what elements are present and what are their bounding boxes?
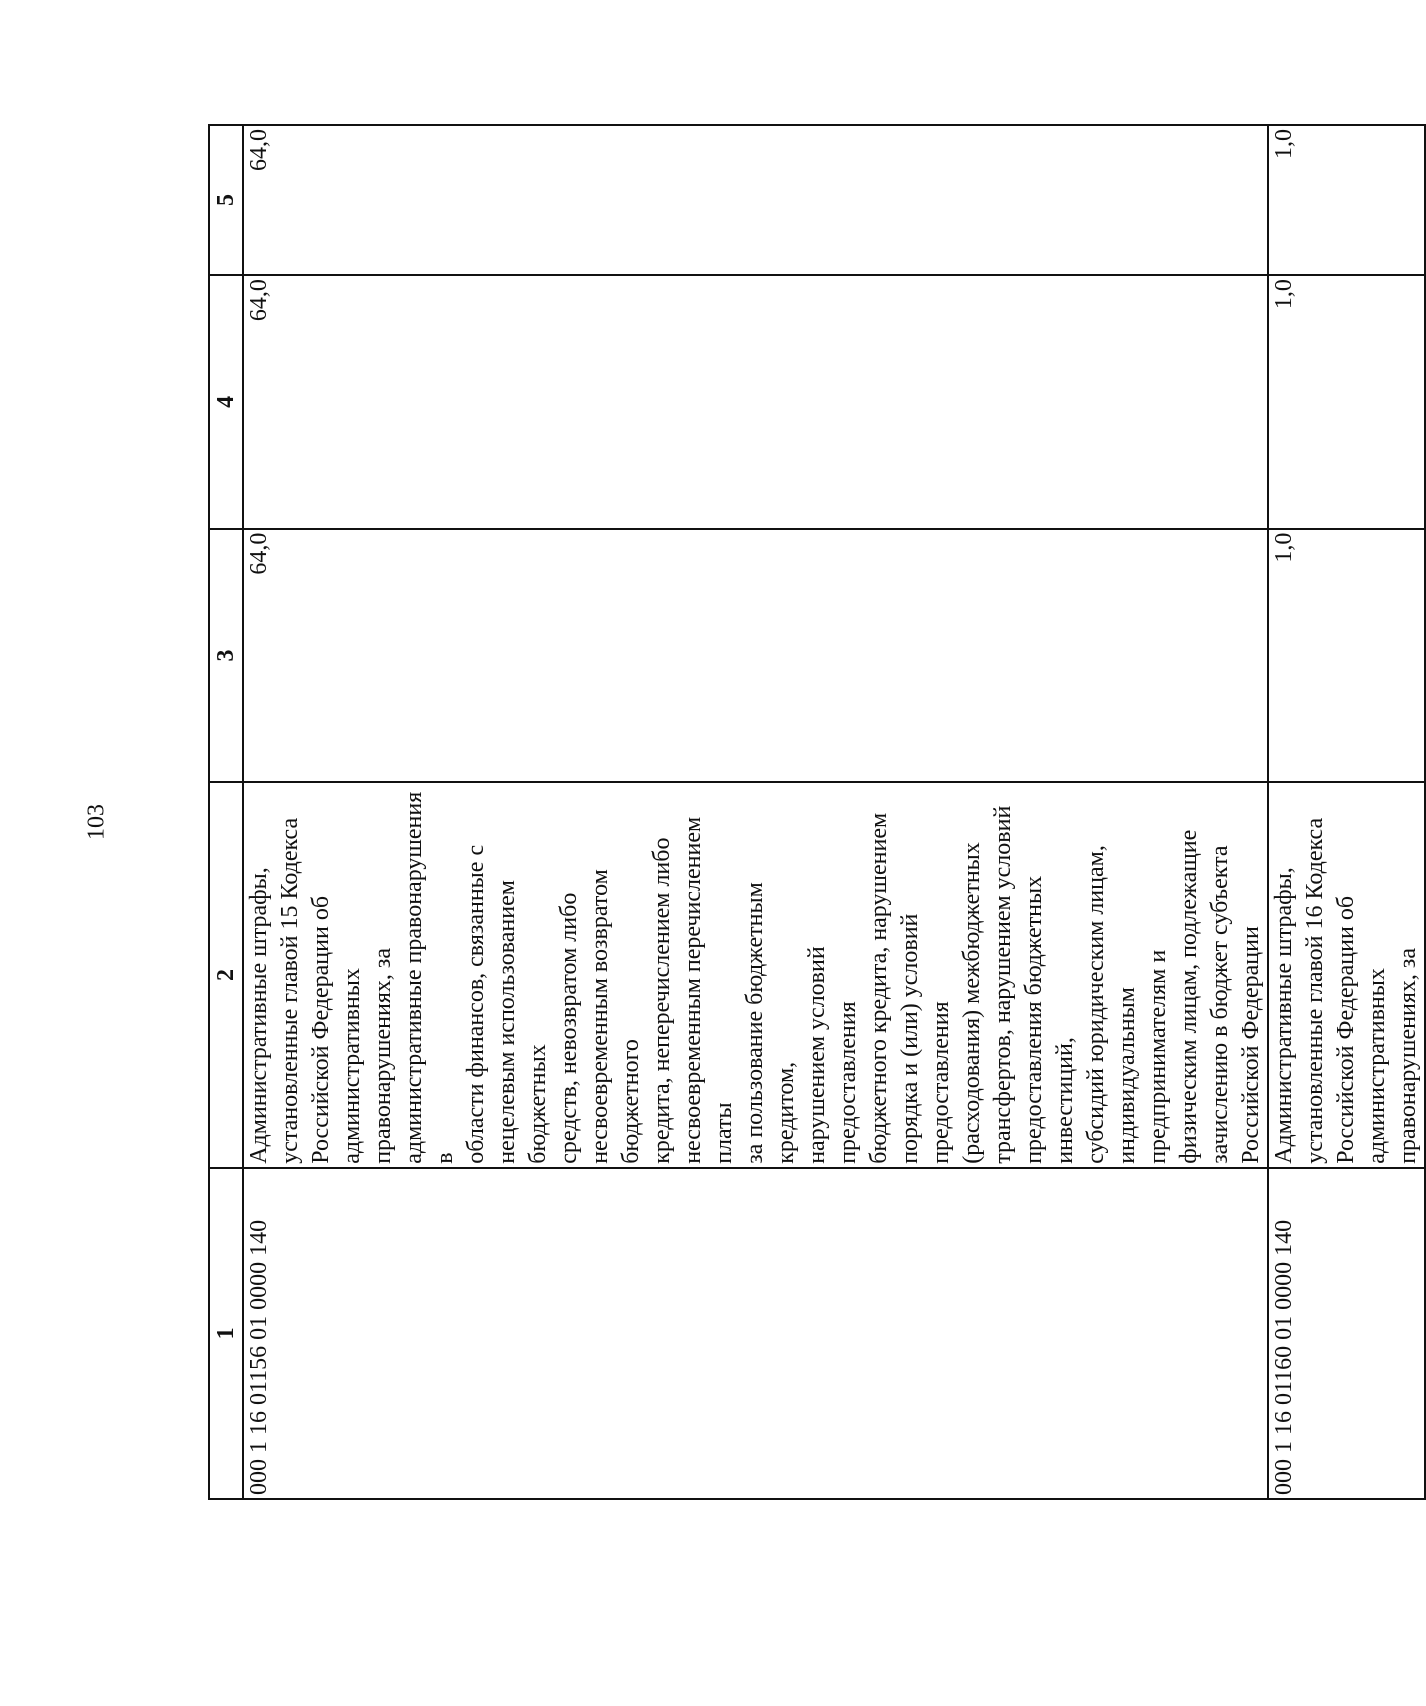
- value-cell-col3: 64,0: [243, 529, 1268, 783]
- income-name-line: Административные штрафы,: [1271, 867, 1297, 1164]
- income-name-line: Российской Федерации: [1238, 926, 1264, 1164]
- income-name-line: несвоевременным перечислением платы: [680, 816, 737, 1164]
- income-name-cell: [1268, 782, 1425, 1168]
- income-name-line: административных правонарушениях, за: [1364, 947, 1421, 1164]
- column-header-1: 1: [209, 1168, 243, 1499]
- value-cell-col5: 64,0: [243, 125, 1268, 275]
- income-name-line: несвоевременным возвратом бюджетного: [587, 869, 644, 1164]
- income-name-line: административных правонарушениях, за: [339, 947, 396, 1164]
- income-name-line: (расходования) межбюджетных: [959, 842, 985, 1164]
- budget-code-cell: 000 1 16 01156 01 0000 140: [243, 1168, 1268, 1499]
- income-name-line: за пользование бюджетным кредитом,: [742, 882, 799, 1164]
- table-header-row: [209, 125, 243, 1499]
- budget-code-cell: 000 1 16 01160 01 0000 140: [1268, 1168, 1425, 1499]
- income-name-line: кредита, неперечислением либо: [649, 837, 675, 1164]
- income-name-line: нарушением условий предоставления: [804, 946, 861, 1164]
- income-name-line: порядка и (или) условий предоставления: [897, 913, 954, 1164]
- income-name-line: средств, невозвратом либо: [556, 892, 582, 1164]
- income-name-line: субсидий юридическим лицам,: [1083, 845, 1109, 1164]
- income-name-line: установленные главой 15 Кодекса: [277, 817, 303, 1164]
- column-header-4: 4: [209, 275, 243, 529]
- page-number-text: 103: [83, 804, 110, 840]
- income-name-line: предоставления бюджетных инвестиций,: [1021, 875, 1078, 1164]
- column-header-2: 2: [209, 782, 243, 1168]
- income-name-line: трансфертов, нарушением условий: [990, 805, 1016, 1164]
- column-header-3: 3: [209, 529, 243, 783]
- income-name-line: нецелевым использованием бюджетных: [494, 880, 551, 1164]
- income-name-line: Российской Федерации об: [308, 895, 334, 1164]
- income-name-line: зачислению в бюджет субъекта: [1207, 845, 1233, 1164]
- income-name-line: Административные штрафы,: [246, 867, 272, 1164]
- value-cell-col3: 1,0: [1268, 529, 1425, 783]
- income-name-line: установленные главой 16 Кодекса: [1302, 817, 1328, 1164]
- income-name-line: бюджетного кредита, нарушением: [866, 812, 892, 1164]
- income-name-line: административные правонарушения в: [401, 791, 458, 1164]
- budget-table: [208, 124, 1426, 1500]
- income-name-line: области финансов, связанные с: [463, 844, 489, 1164]
- income-name-line: Российской Федерации об: [1333, 895, 1359, 1164]
- value-cell-col4: 1,0: [1268, 275, 1425, 529]
- income-name-line: индивидуальным предпринимателям и: [1114, 949, 1171, 1164]
- column-header-5: 5: [209, 125, 243, 275]
- value-cell-col4: 64,0: [243, 275, 1268, 529]
- income-name-line: физическим лицам, подлежащие: [1176, 829, 1202, 1164]
- value-cell-col5: 1,0: [1268, 125, 1425, 275]
- table-row: [1268, 125, 1425, 1499]
- rotated-page-content: [208, 124, 1421, 1500]
- table-row: [243, 125, 1268, 1499]
- income-name-cell: [243, 782, 1268, 1168]
